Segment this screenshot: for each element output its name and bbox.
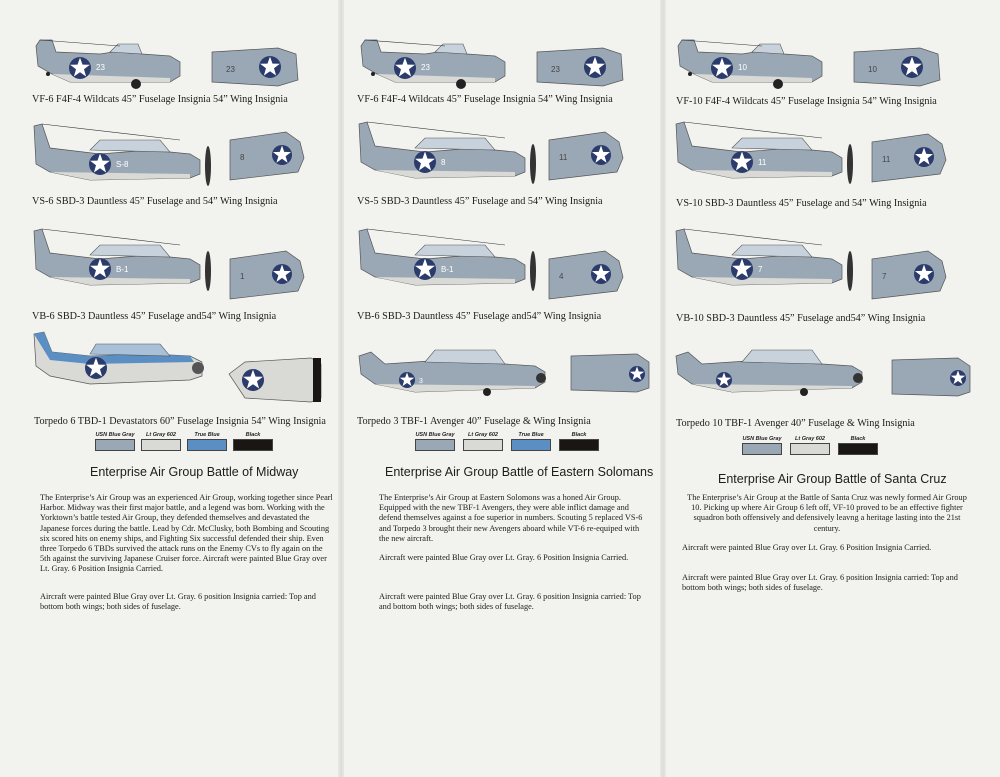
- sbd-wing-planform: [226, 128, 306, 188]
- wing-code: 23: [226, 65, 235, 74]
- aircraft-code: 10: [738, 63, 747, 72]
- eastern-solomons-column: [355, 0, 665, 777]
- sbd-wing-planform: [868, 247, 953, 302]
- swatch-chip: [141, 439, 181, 451]
- paint-note-paragraph: Aircraft were painted Blue Gray over Lt. Gray. 6 position Insignia carried: Top and bottom both wings; both sides of fuselage.: [682, 573, 958, 593]
- swatch-label: Lt Gray 602: [795, 436, 825, 442]
- swatch-label: Black: [245, 432, 261, 438]
- swatch-label: USN Blue Gray: [742, 436, 782, 442]
- description-paragraph: The Enterprise’s Air Group was an experienced Air Group, working together since Pearl Harbor. Midway was their first major battle, and a legend was born. Working with the Yorktown’s battle tested Air Group, they defended themselves and devastated the Japanese forces during the battle. Lead by Cdr. McClusky, both Bombing and Scouting six scored hits on enemy ships, and Fighting Six successful defended their ship. Even three Torpedo 6 TBDs survived the attack runs on the Enemy CVs to fly again on the 5th against the surviving Japanese Cruiser force. Aircraft were painted Blue Gray over Lt. Gray. 6 Position Insignia Carried.: [40, 493, 333, 574]
- swatch-chip: [511, 439, 551, 451]
- swatch-chip: [415, 439, 455, 451]
- tbf-avenger-side-profile: [355, 338, 555, 398]
- sbd-wing-planform: [545, 128, 625, 186]
- wing-code: 8: [240, 153, 245, 162]
- sbd-wing-planform: [545, 247, 625, 302]
- wing-code: 7: [882, 272, 887, 281]
- paint-note-paragraph: Aircraft were painted Blue Gray over Lt. Gray. 6 Position Insignia Carried.: [379, 553, 629, 562]
- sbd-wing-planform: [868, 130, 953, 188]
- aircraft-caption: Torpedo 6 TBD-1 Devastators 60” Fuselage Insignia 54” Wing Insignia: [34, 416, 326, 427]
- swatch-label: True Blue: [194, 432, 220, 438]
- sbd-dauntless-side-profile: [355, 225, 540, 295]
- aircraft-caption: VS-5 SBD-3 Dauntless 45” Fuselage and 54” Wing Insignia: [357, 196, 603, 207]
- aircraft-caption: VS-6 SBD-3 Dauntless 45” Fuselage and 54” Wing Insignia: [32, 196, 278, 207]
- swatch-chip: [187, 439, 227, 451]
- swatch-label: Black: [850, 436, 866, 442]
- swatch-chip: [838, 443, 878, 455]
- aircraft-caption: VB-6 SBD-3 Dauntless 45” Fuselage and54” Wing Insignia: [32, 311, 277, 322]
- wing-code: 23: [551, 65, 560, 74]
- tbd-wing-planform: [225, 354, 325, 404]
- aircraft-code: 23: [96, 63, 105, 72]
- paint-note-paragraph: Aircraft were painted Blue Gray over Lt. Gray. 6 position Insignia carried: Top and bottom both wings; both sides of fuselage.: [40, 592, 316, 612]
- santa-cruz-column: [672, 0, 992, 777]
- sbd-dauntless-side-profile: [30, 120, 215, 190]
- swatch-chip: [559, 439, 599, 451]
- f4f-wing-planform: [533, 44, 628, 89]
- swatch-label: Black: [571, 432, 587, 438]
- wing-code: 10: [868, 65, 877, 74]
- swatch-chip: [463, 439, 503, 451]
- midway-column: [30, 0, 350, 777]
- aircraft-code: B-1: [441, 265, 454, 274]
- aircraft-code: S-8: [116, 160, 129, 169]
- sbd-dauntless-side-profile: [672, 225, 857, 295]
- aircraft-code: 3: [419, 378, 423, 385]
- swatch-label: USN Blue Gray: [95, 432, 135, 438]
- aircraft-caption: VF-6 F4F-4 Wildcats 45” Fuselage Insignia 54” Wing Insignia: [357, 94, 613, 105]
- tbf-avenger-side-profile: [672, 338, 877, 403]
- aircraft-caption: Torpedo 3 TBF-1 Avenger 40” Fuselage & Wing Insignia: [357, 416, 591, 427]
- f4f-wildcat-side-profile: [672, 32, 832, 92]
- f4f-wing-planform: [208, 44, 303, 89]
- sbd-dauntless-side-profile: [672, 118, 857, 188]
- paint-note-paragraph: Aircraft were painted Blue Gray over Lt. Gray. 6 position Insignia carried: Top and bottom both wings; both sides of fuselage.: [379, 592, 641, 612]
- swatch-chip: [233, 439, 273, 451]
- aircraft-caption: Torpedo 10 TBF-1 Avenger 40” Fuselage & Wing Insignia: [676, 418, 915, 429]
- aircraft-code: 8: [441, 158, 446, 167]
- f4f-wildcat-side-profile: [30, 32, 190, 92]
- f4f-wildcat-side-profile: [355, 32, 515, 92]
- swatch-label: Lt Gray 602: [468, 432, 498, 438]
- wing-code: 11: [559, 153, 568, 162]
- aircraft-caption: VF-6 F4F-4 Wildcats 45” Fuselage Insignia 54” Wing Insignia: [32, 94, 288, 105]
- aircraft-code: 7: [758, 265, 763, 274]
- section-title: Enterprise Air Group Battle of Midway: [90, 465, 299, 479]
- wing-code: 1: [240, 272, 245, 281]
- sbd-wing-planform: [226, 247, 306, 302]
- sbd-dauntless-side-profile: [355, 118, 540, 188]
- tbf-wing-planform: [888, 354, 983, 402]
- wing-code: 4: [559, 272, 564, 281]
- aircraft-caption: VB-6 SBD-3 Dauntless 45” Fuselage and54” Wing Insignia: [357, 311, 602, 322]
- section-title: Enterprise Air Group Battle of Eastern Solomans: [385, 465, 654, 479]
- swatch-label: USN Blue Gray: [415, 432, 455, 438]
- swatch-label: True Blue: [518, 432, 544, 438]
- swatch-chip: [790, 443, 830, 455]
- aircraft-code: 11: [758, 158, 767, 167]
- aircraft-caption: VS-10 SBD-3 Dauntless 45” Fuselage and 54” Wing Insignia: [676, 198, 927, 209]
- aircraft-code: B-1: [116, 265, 129, 274]
- f4f-wing-planform: [850, 44, 945, 89]
- sbd-dauntless-side-profile: [30, 225, 215, 295]
- description-paragraph: The Enterprise’s Air Group at the Battle of Santa Cruz was newly formed Air Group 10. Picking up where Air Group 6 left off, VF-10 proved to be an effective fighter squadron both offensively and defensively leavng a heritage lasting into the 21st century.: [687, 493, 967, 533]
- swatch-label: Lt Gray 602: [146, 432, 176, 438]
- aircraft-caption: VB-10 SBD-3 Dauntless 45” Fuselage and54” Wing Insignia: [676, 313, 926, 324]
- section-title: Enterprise Air Group Battle of Santa Cruz: [718, 472, 947, 486]
- swatch-chip: [742, 443, 782, 455]
- description-paragraph: The Enterprise’s Air Group at Eastern Solomons was a honed Air Group. Equipped with the new TBF-1 Avengers, they were able inflict damage and defend themselves against a foe superior in numbers. Scouting 5 replaced VS-6 and Torpedo 3 brought their new Avengers aboard while VT-6 re-equiped with the new aircraft.: [379, 493, 643, 543]
- swatch-chip: [95, 439, 135, 451]
- aircraft-caption: VF-10 F4F-4 Wildcats 45” Fuselage Insignia 54” Wing Insignia: [676, 96, 937, 107]
- tbd-devastator-side-profile: [30, 330, 215, 390]
- paint-note-paragraph: Aircraft were painted Blue Gray over Lt. Gray. 6 Position Insignia Carried.: [682, 543, 932, 552]
- wing-code: 11: [882, 155, 891, 164]
- aircraft-code: 23: [421, 63, 430, 72]
- tbf-wing-planform: [567, 350, 652, 395]
